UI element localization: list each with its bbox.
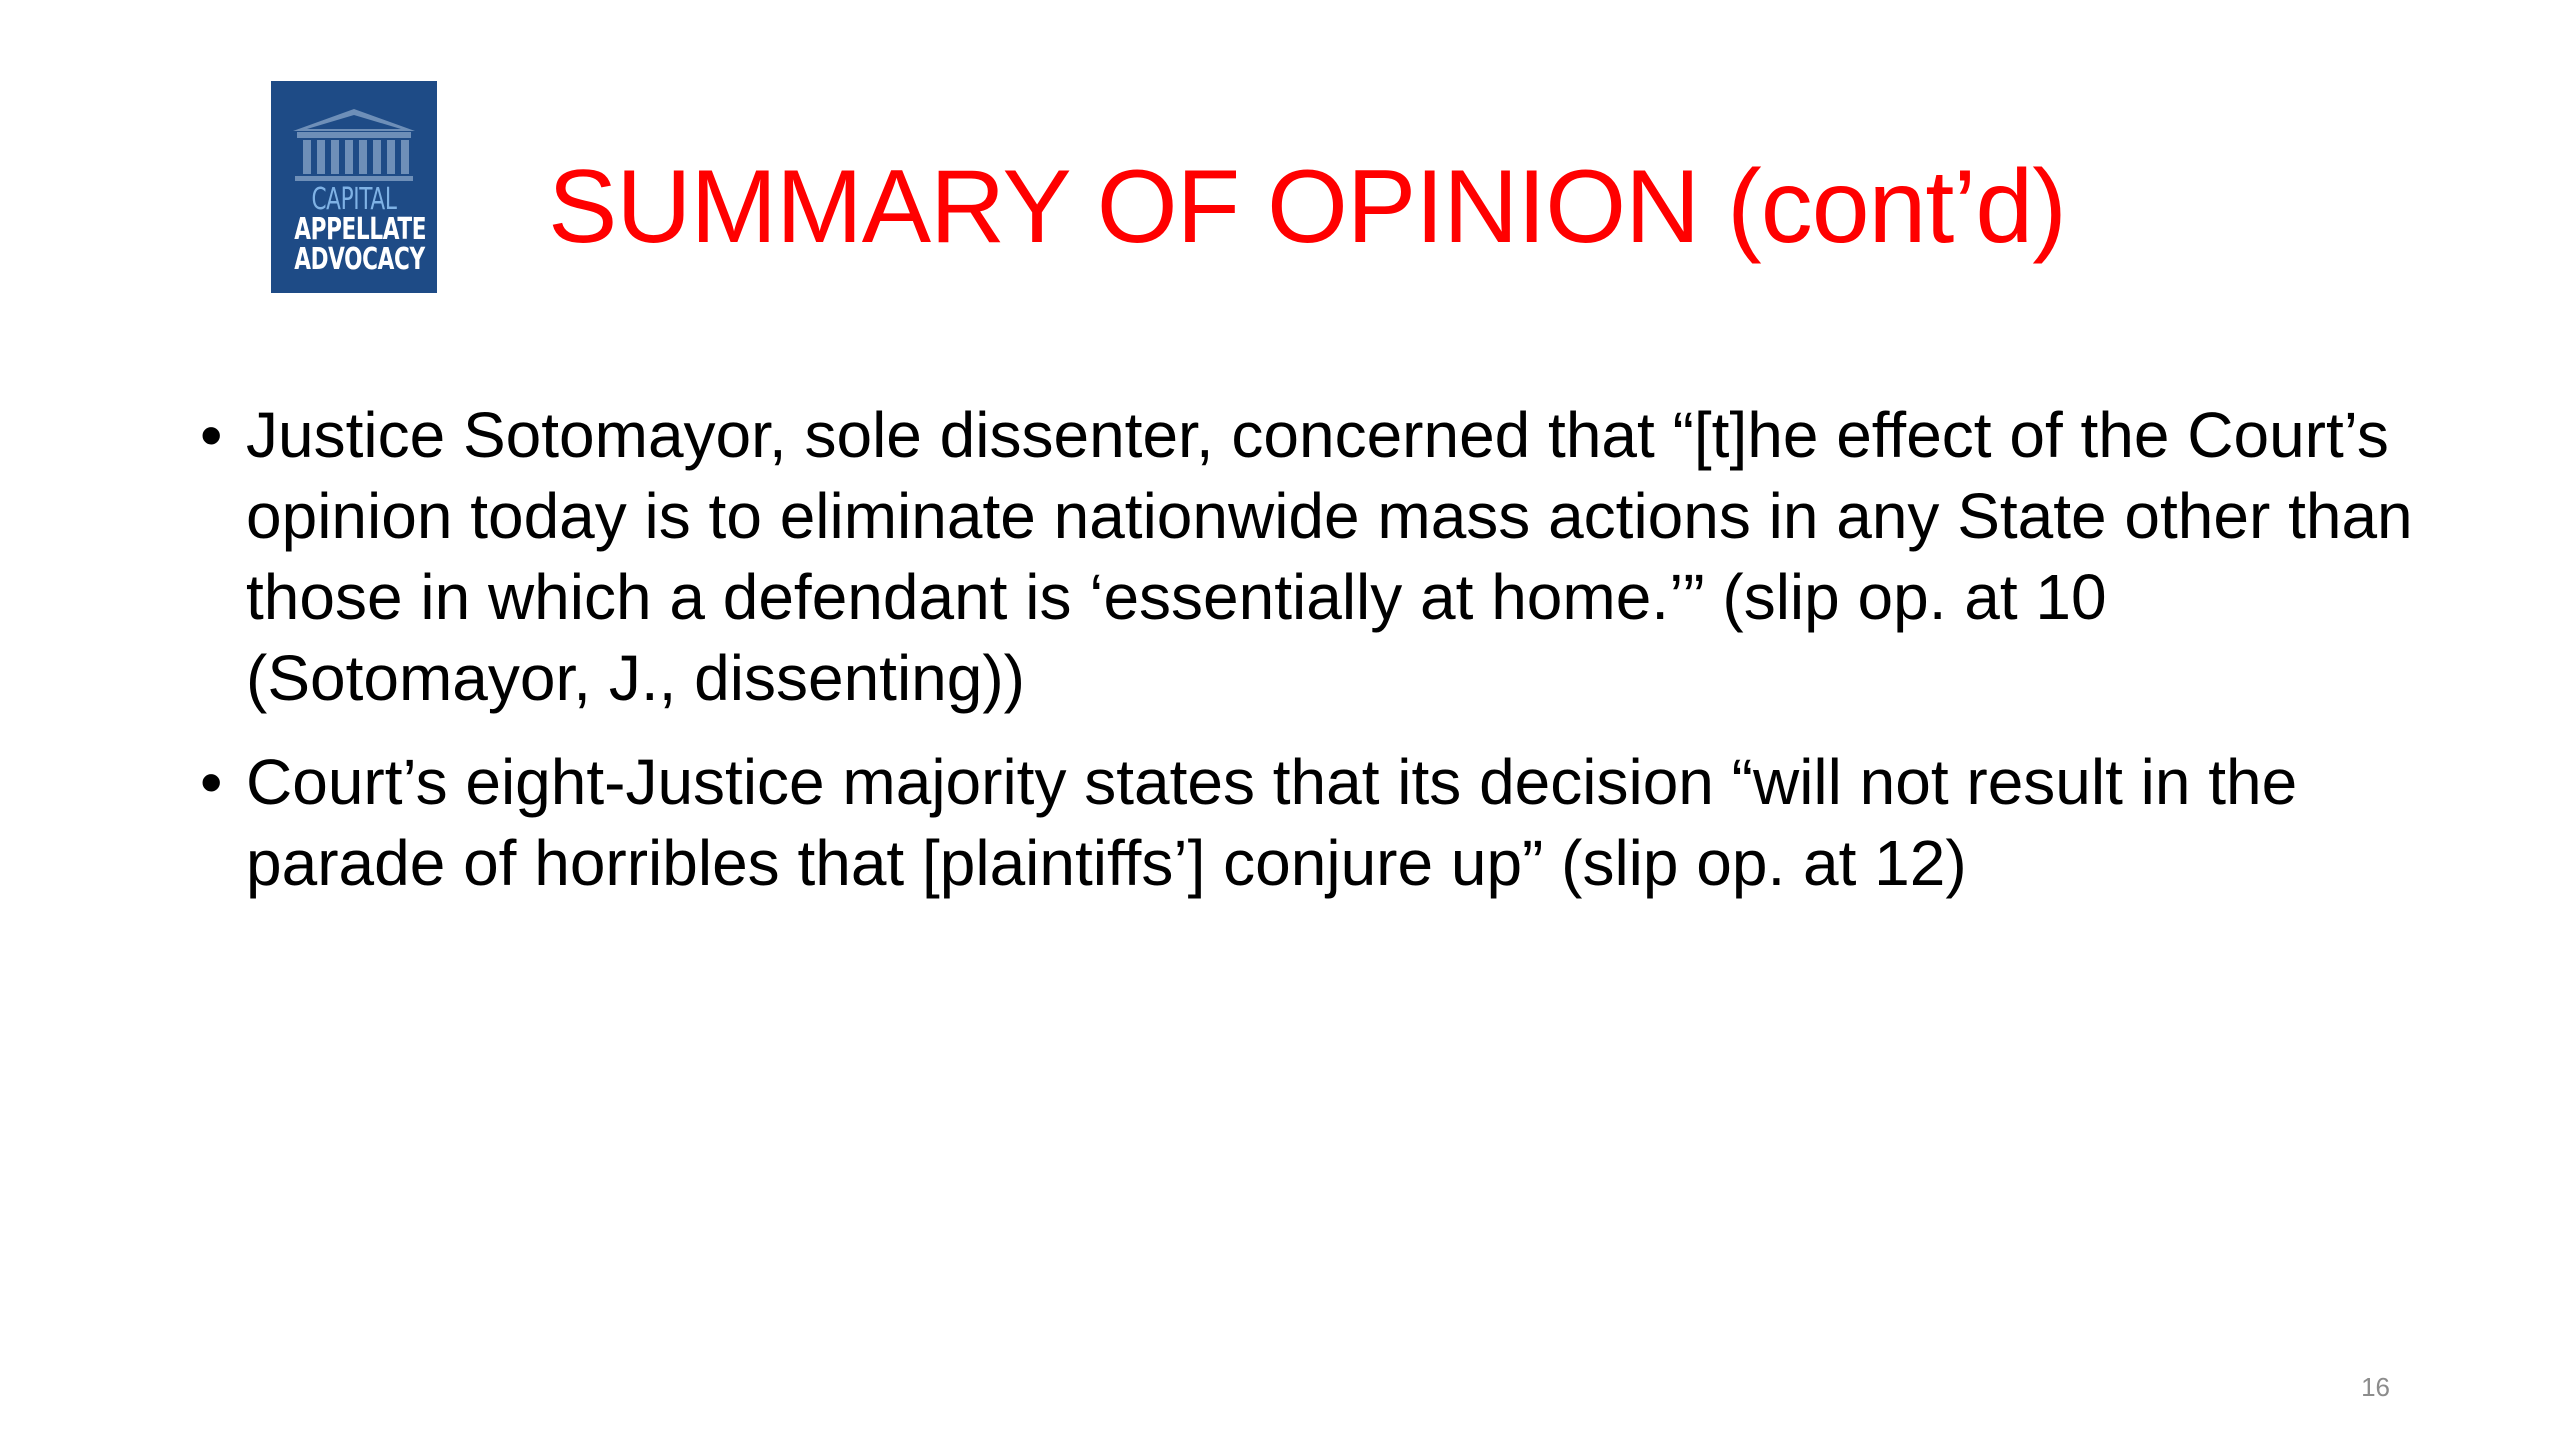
bullet-item-dissent xyxy=(200,395,2430,719)
bullet-marker: • xyxy=(200,399,223,471)
bullet-item-majority xyxy=(200,742,2430,904)
courthouse-icon xyxy=(287,107,421,185)
slide-title: SUMMARY OF OPINION (cont’d) xyxy=(548,149,2066,265)
bullet-marker: • xyxy=(200,746,223,818)
page-number: 16 xyxy=(2361,1372,2390,1402)
bullet-text: Court’s eight-Justice majority states that its decision “will not result in the parade of horribles that [plaintiffs’] conjure up” (slip op. at 12) xyxy=(246,746,2298,899)
bullet-text: Justice Sotomayor, sole dissenter, concerned that “[t]he effect of the Court’s opinion today is to eliminate nationwide mass actions in any State other than those in which a defendant is ‘essentially at home.’” (slip op. at 10 (Sotomayor, J., dissenting)) xyxy=(246,399,2413,714)
logo-text-capital: CAPITAL xyxy=(311,182,397,217)
bullet-list xyxy=(200,395,2430,927)
logo-text-advocacy: ADVOCACY xyxy=(294,242,425,277)
logo-text-appellate: APPELLATE xyxy=(294,212,427,247)
capital-appellate-advocacy-logo xyxy=(271,81,437,293)
